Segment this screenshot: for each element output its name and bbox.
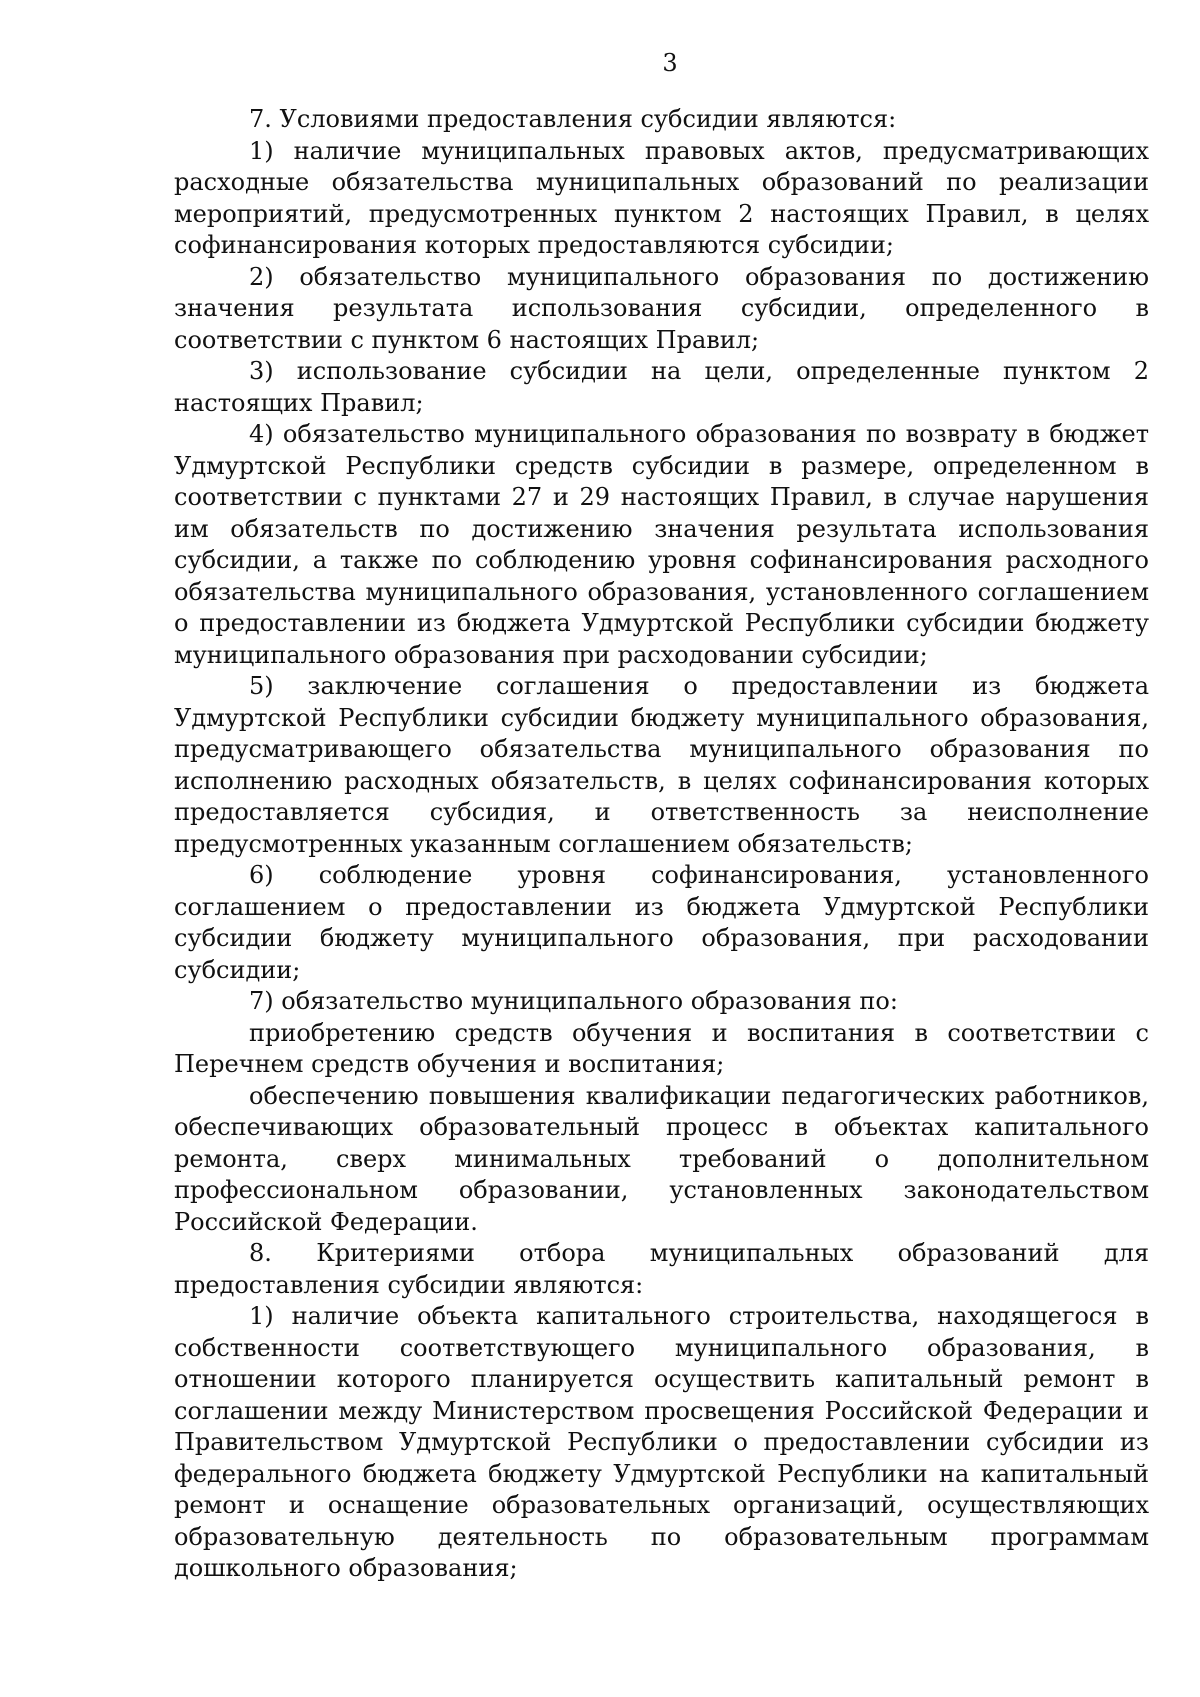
paragraph-subitem-7-obligation: 7) обязательство муниципального образования по: [249,987,898,1015]
paragraph-acquisition-means: приобретению средств обучения и воспитания в соответствии с Перечнем средств обучения и воспитания; [174,1018,1149,1078]
paragraph-subitem-3-purpose-use: 3) использование субсидии на цели, определенные пунктом 2 настоящих Правил; [174,357,1149,417]
paragraph-subitem-2-result-obligation: 2) обязательство муниципального образования по достижению значения результата использования субсидии, определенного в соответствии с пунктом 6 настоящих Правил; [174,262,1149,354]
paragraph-item-7-conditions: 7. Условиями предоставления субсидии являются: [249,105,897,133]
paragraph-qualification-improvement: обеспечению повышения квалификации педагогических работников, обеспечивающих образовательный процесс в объектах капитального ремонта, сверх минимальных требований о дополнительном профессиональном образовании, установленных законодательством Российской Федерации. [174,1081,1149,1236]
paragraph-subitem-4-return-obligation: 4) обязательство муниципального образования по возврату в бюджет Удмуртской Республики средств субсидии в размере, определенном в соответствии с пунктами 27 и 29 настоящих Правил, в случае нарушения им обязательств по достижению значения результата использования субсидии, а также по соблюдению уровня софинансирования расходного обязательства муниципального образования, установленного соглашением о предоставлении из бюджета Удмуртской Республики субсидии бюджету муниципального образования при расходовании субсидии; [174,420,1149,669]
paragraph-subitem-6-cofinancing-level: 6) соблюдение уровня софинансирования, установленного соглашением о предоставлении из бюджета Удмуртской Республики субсидии бюджету муниципального образования, при расходовании субсидии; [174,861,1149,984]
paragraph-subitem-5-agreement: 5) заключение соглашения о предоставлении из бюджета Удмуртской Республики субсидии бюджету муниципального образования, предусматривающего обязательства муниципального образования по исполнению расходных обязательств, в целях софинансирования которых предоставляется субсидия, и ответственность за неисполнение предусмотренных указанным соглашением обязательств; [174,672,1149,858]
paragraph-subitem-1-legal-acts: 1) наличие муниципальных правовых актов, предусматривающих расходные обязательства муниципальных образований по реализации мероприятий, предусмотренных пунктом 2 настоящих Правил, в целях софинансирования которых предоставляются субсидии; [174,136,1149,259]
document-body [174,104,1149,1585]
paragraph-item-8-criteria: 8. Критериями отбора муниципальных образований для предоставления субсидии являются: [174,1239,1149,1299]
page-number: 3 [662,49,678,77]
paragraph-criteria-subitem-1: 1) наличие объекта капитального строительства, находящегося в собственности соответствующего муниципального образования, в отношении которого планируется осуществить капитальный ремонт в соглашении между Министерством просвещения Российской Федерации и Правительством Удмуртской Республики о предоставлении субсидии из федерального бюджета бюджету Удмуртской Республики на капитальный ремонт и оснащение образовательных организаций, осуществляющих образовательную деятельность по образовательным программам дошкольного образования; [174,1302,1149,1582]
